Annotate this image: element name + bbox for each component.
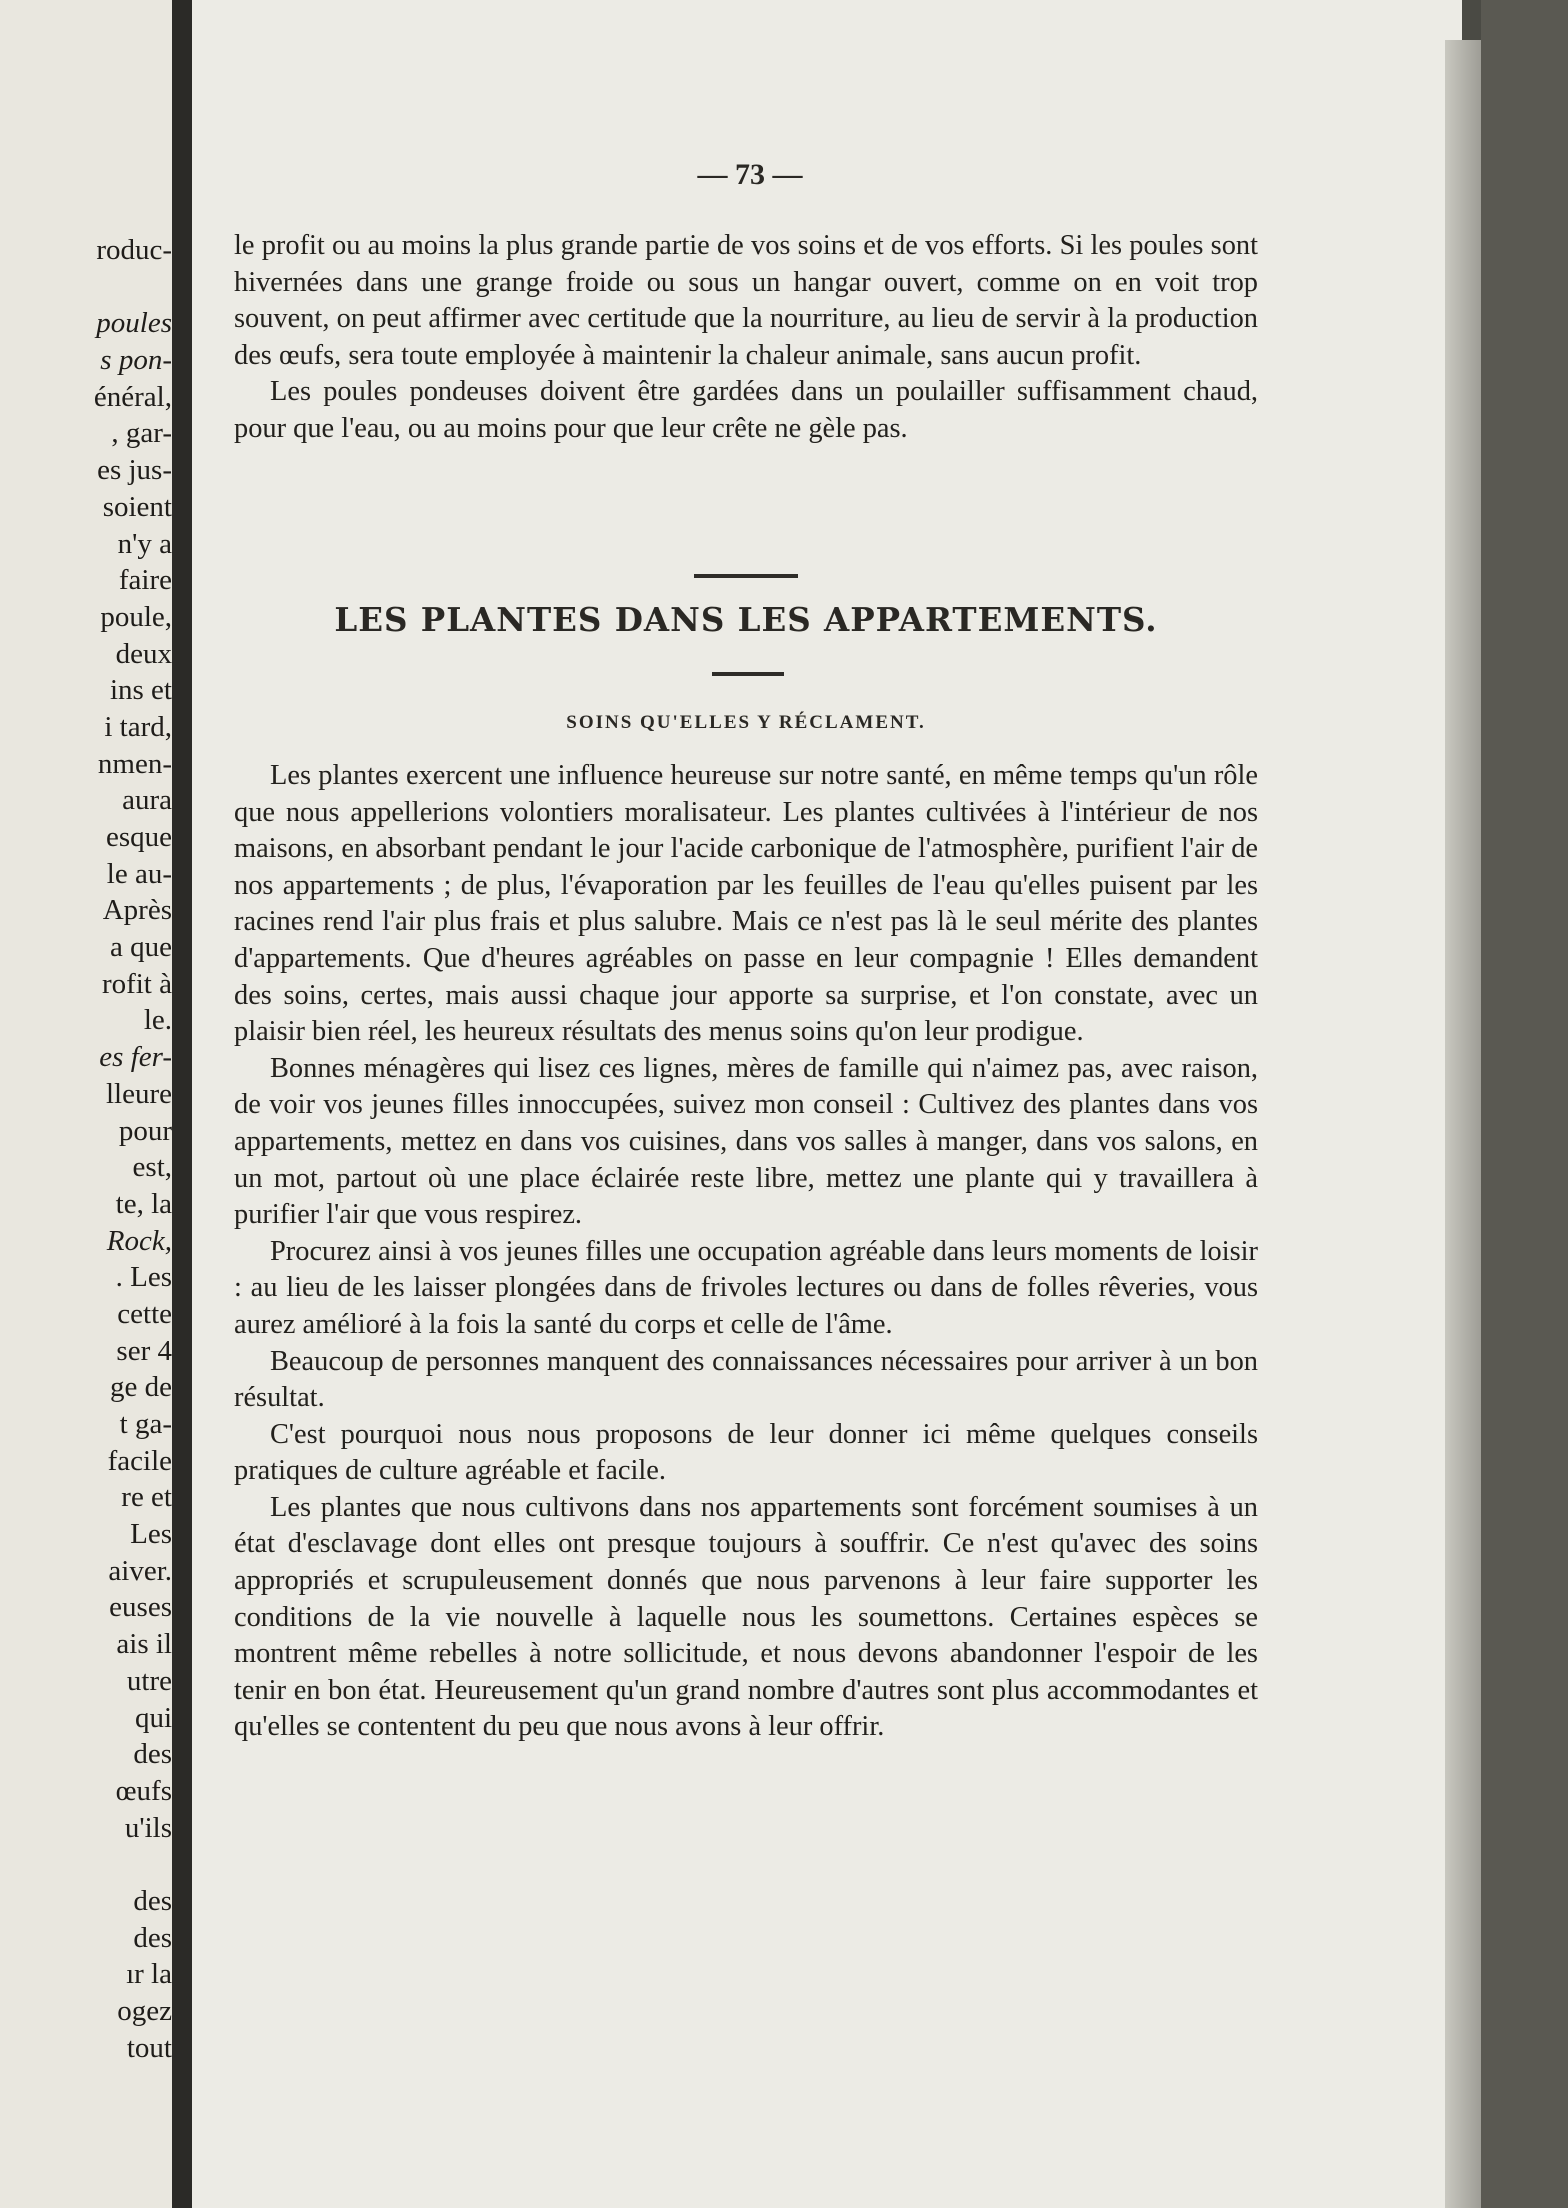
book-gutter (172, 0, 194, 2208)
left-page-line: soient (102, 490, 172, 523)
left-page-line: qui (134, 1701, 172, 1734)
left-page-line: euses (109, 1591, 172, 1624)
left-page-line: deux (115, 637, 172, 670)
section-paragraph: Les plantes que nous cultivons dans nos appartements sont forcément soumises à un état d'esclavage dont elles ont presque toujours à souffrir. Ce n'est qu'avec des soins appropriés et scrupuleusement donnés que nous parvenons à leur faire supporter les conditions de la vie nouvelle à laquelle nous les soumettons. Certaines espèces se montrent même rebelles à notre sollicitude, et nous devons abandonner l'espoir de les tenir en bon état. Heureusement qu'un grand nombre d'autres sont plus accommodantes et qu'elles se contentent du peu que nous avons à leur offrir. (234, 1491, 1258, 1743)
left-page-line: u'ils (124, 1811, 172, 1844)
left-page-line: ogez (117, 1995, 172, 2027)
left-page-line: énéral, (93, 380, 172, 413)
left-page-line (94, 1846, 172, 1883)
intro-paragraph: le profit ou au moins la plus grande partie de vos soins et de vos efforts. Si les poules sont hivernées dans une grange froide ou sous un hangar ouvert, comme on en voit trop souvent, on peut affirmer avec certitude que la nourriture, au lieu de servir à la production des œufs, sera toute employée à maintenir la chaleur animale, sans aucun profit. (234, 230, 1258, 371)
left-page-line: i tard, (104, 710, 172, 743)
left-page (0, 0, 178, 2208)
intro-text (234, 228, 1258, 448)
left-page-line: es jus- (97, 454, 172, 487)
left-page-line: des (133, 1738, 172, 1771)
left-page-text (94, 232, 172, 2066)
intro-paragraph: Les poules pondeuses doivent être gardées dans un poulailler suffisamment chaud, pour que l'eau, ou au moins pour que leur crête ne gèle pas. (234, 376, 1258, 444)
section-title: LES PLANTES DANS LES APPARTEMENTS. (334, 600, 1158, 639)
left-page-line: ins et (109, 674, 172, 707)
left-page-line: re et (121, 1481, 172, 1514)
left-page-line: ge de (110, 1371, 172, 1404)
left-page-line: ais il (116, 1628, 172, 1661)
left-page-line: . Les (115, 1261, 172, 1294)
left-page-line: Rock, (106, 1224, 172, 1257)
left-page-line: Les (130, 1518, 172, 1551)
section-text (234, 758, 1258, 1746)
section-paragraph: Procurez ainsi à vos jeunes filles une occupation agréable dans leurs moments de loisir : au lieu de les laisser plongées dans de frivoles lectures ou dans de folles rêveries, vous aurez amélioré à la fois la santé du corps et celle de l'âme. (234, 1235, 1258, 1340)
left-page-line: aiver. (108, 1554, 172, 1587)
left-page-line: utre (126, 1664, 172, 1697)
left-page-line: pour (118, 1114, 172, 1147)
left-page-line: le. (143, 1004, 172, 1037)
left-page-line: , gar- (111, 417, 172, 450)
left-page-line: ser 4 (116, 1334, 172, 1367)
section-divider-top (694, 574, 798, 578)
left-page-line: t ga- (119, 1408, 172, 1440)
left-page-line: te, la (115, 1187, 172, 1220)
left-page-line: ır la (126, 1958, 172, 1991)
left-page-line: es fer- (99, 1041, 172, 1074)
left-page-line (94, 269, 172, 306)
left-page-line: lleure (105, 1077, 172, 1110)
section-divider-bottom (712, 672, 784, 676)
left-page-line: œufs (115, 1774, 172, 1807)
left-page-line: s pon- (100, 344, 172, 377)
left-page-line: aura (122, 784, 172, 817)
left-page-line: est, (132, 1151, 172, 1184)
left-page-line: nmen- (97, 747, 172, 780)
section-paragraph: C'est pourquoi nous nous proposons de leur donner ici même quelques conseils pratiques de culture agréable et facile. (234, 1418, 1258, 1487)
left-page-line: Après (102, 894, 172, 927)
left-page-line: facile (107, 1444, 172, 1477)
left-page-line: poule, (100, 600, 172, 633)
page-number: — 73 — (697, 158, 803, 191)
left-page-line: a que (110, 931, 172, 964)
left-page-line: le au- (106, 857, 172, 890)
left-page-line: roduc- (96, 234, 172, 266)
page-edge (1445, 40, 1481, 2208)
left-page-line: faire (118, 564, 172, 597)
left-page-line: des (133, 1884, 172, 1917)
left-page-line: n'y a (117, 527, 172, 560)
left-page-line: esque (105, 821, 172, 853)
section-paragraph: Beaucoup de personnes manquent des connaissances nécessaires pour arriver à un bon résultat. (234, 1345, 1258, 1414)
left-page-line: poules (96, 307, 172, 340)
section-subtitle: SOINS QU'ELLES Y RÉCLAMENT. (566, 712, 926, 733)
section-paragraph: Bonnes ménagères qui lisez ces lignes, mères de famille qui n'aimez pas, avec raison, de voir vos jeunes filles innoccupées, suivez mon conseil : Cultivez des plantes dans vos appartements, mettez en dans vos cuisines, dans vos salles à manger, dans vos salons, en un mot, partout où une place éclairée reste libre, mettez une plante qui y travaillera à purifier l'air que vous respirez. (234, 1052, 1258, 1231)
section-paragraph: Les plantes exercent une influence heureuse sur notre santé, en même temps qu'un rôle que nous appellerions volontiers moralisateur. Les plantes cultivées à l'intérieur de nos maisons, en absorbant pendant le jour l'acide carbonique de l'atmosphère, purifient l'air de nos appartements ; de plus, l'évaporation par les feuilles de l'eau qu'elles puisent par les racines rend l'air plus frais et plus salubre. Mais ce n'est pas là le seul mérite des plantes d'appartements. Que d'heures agréables on passe en leur compagnie ! Elles demandent des soins, certes, mais aussi chaque jour apporte sa surprise, et l'on constate, avec un plaisir bien réel, les heureux résultats des menus soins qu'on leur prodigue. (234, 760, 1258, 1048)
left-page-line: rofit à (101, 967, 172, 1000)
left-page-line: des (133, 1921, 172, 1954)
left-page-line: tout (126, 2031, 172, 2064)
left-page-line: cette (117, 1297, 172, 1330)
background-right (1481, 0, 1568, 2208)
